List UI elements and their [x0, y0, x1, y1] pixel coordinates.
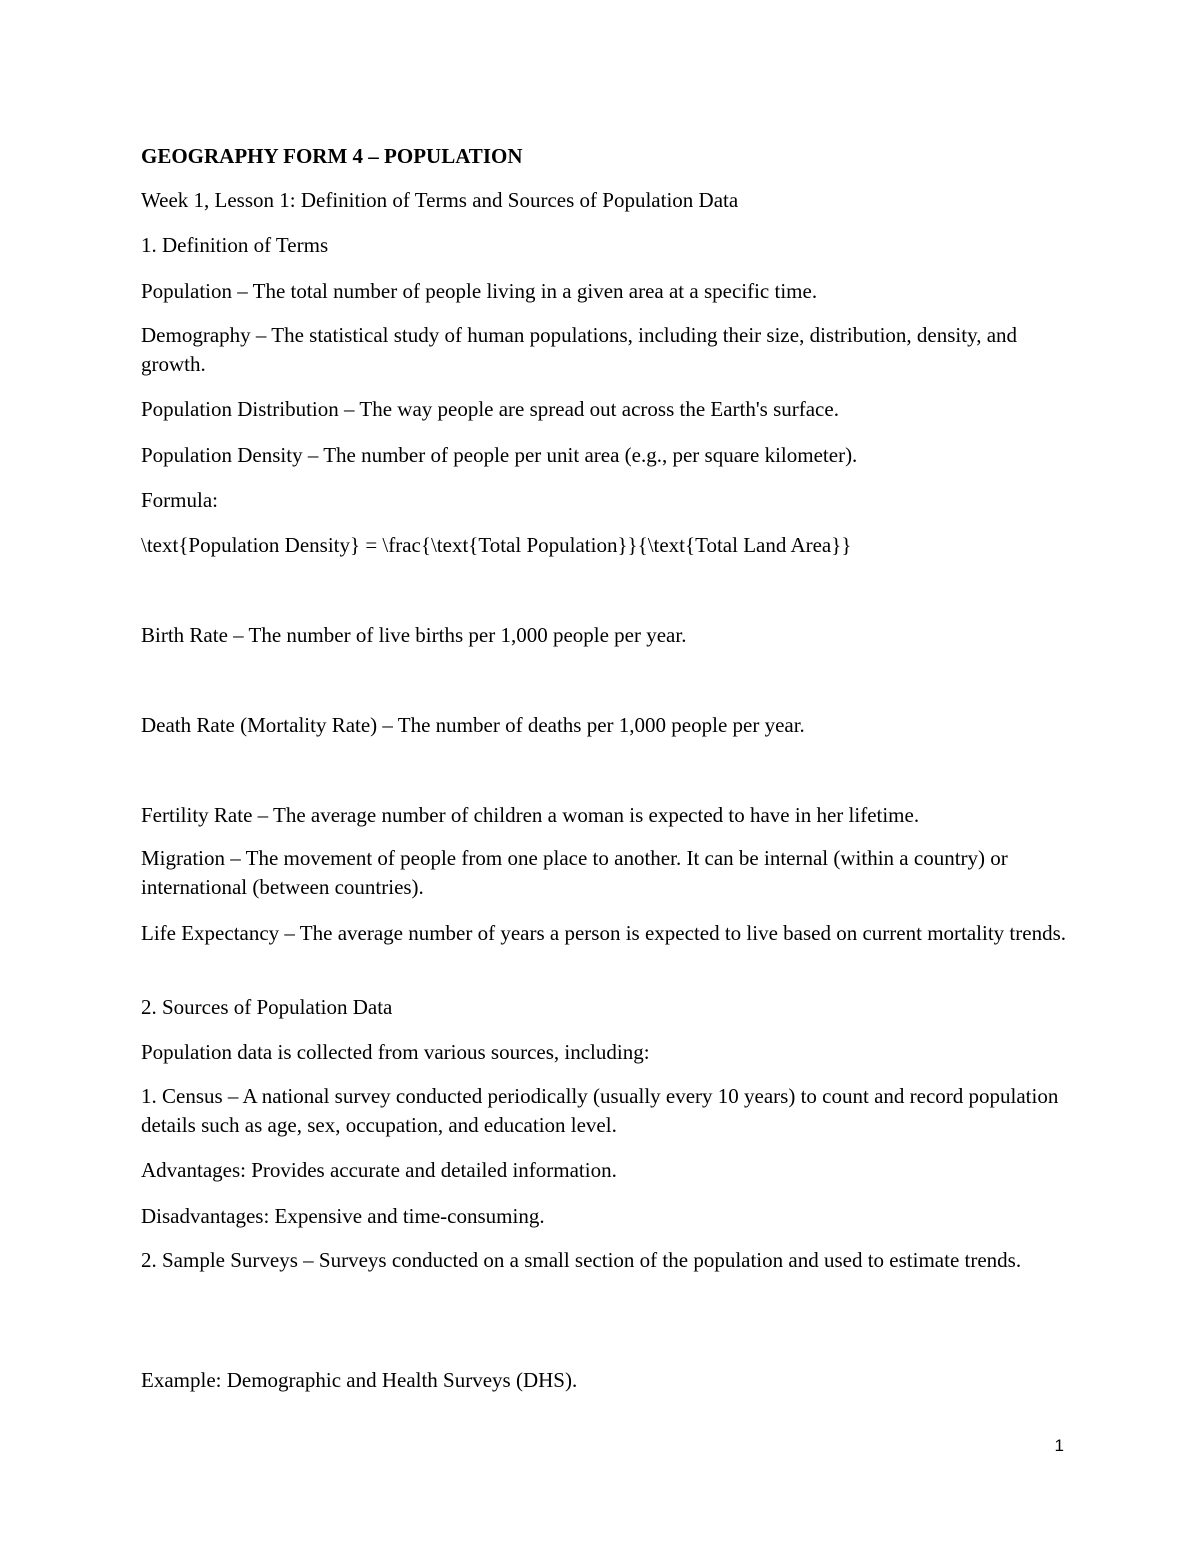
formula-label: Formula:	[141, 488, 218, 512]
section-heading-sources: 2. Sources of Population Data	[141, 995, 393, 1019]
term-migration: Migration – The movement of people from one place to another. It can be internal (within a country) or international (between countries).	[141, 846, 1008, 899]
term-fertility-rate: Fertility Rate – The average number of children a woman is expected to have in her lifetime.	[141, 803, 920, 827]
census-advantages: Advantages: Provides accurate and detailed information.	[141, 1158, 617, 1182]
source-sample-surveys: 2. Sample Surveys – Surveys conducted on a small section of the population and used to estimate trends.	[141, 1248, 1022, 1272]
term-life-expectancy: Life Expectancy – The average number of years a person is expected to live based on current mortality trends.	[141, 921, 1067, 945]
section-heading-definitions: 1. Definition of Terms	[141, 233, 329, 257]
term-population-distribution: Population Distribution – The way people are spread out across the Earth's surface.	[141, 397, 839, 421]
term-demography: Demography – The statistical study of human populations, including their size, distribution, density, and growth.	[141, 323, 1018, 376]
term-population: Population – The total number of people living in a given area at a specific time.	[141, 279, 818, 303]
term-birth-rate: Birth Rate – The number of live births per 1,000 people per year.	[141, 623, 687, 647]
census-disadvantages: Disadvantages: Expensive and time-consuming.	[141, 1204, 545, 1228]
formula-text: \text{Population Density} = \frac{\text{Total Population}}{\text{Total Land Area}}	[141, 533, 852, 557]
document-title: GEOGRAPHY FORM 4 – POPULATION	[141, 144, 523, 168]
term-population-density: Population Density – The number of people per unit area (e.g., per square kilometer).	[141, 443, 858, 467]
lesson-subtitle: Week 1, Lesson 1: Definition of Terms and Sources of Population Data	[141, 188, 739, 212]
source-census: 1. Census – A national survey conducted periodically (usually every 10 years) to count and record population details such as age, sex, occupation, and education level.	[141, 1084, 1059, 1137]
term-death-rate: Death Rate (Mortality Rate) – The number of deaths per 1,000 people per year.	[141, 713, 805, 737]
sources-intro: Population data is collected from various sources, including:	[141, 1040, 650, 1064]
page-number: 1	[1054, 1436, 1064, 1455]
sample-survey-example: Example: Demographic and Health Surveys (DHS).	[141, 1368, 578, 1392]
